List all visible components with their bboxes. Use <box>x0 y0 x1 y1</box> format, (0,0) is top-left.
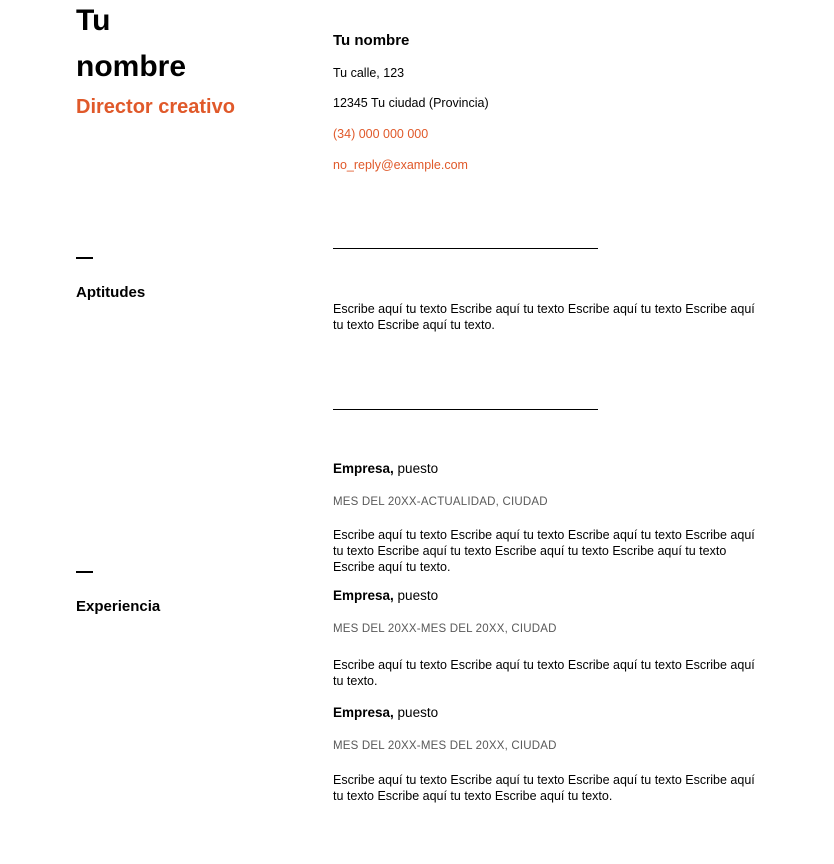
skills-rule <box>333 248 598 249</box>
job-header <box>333 461 438 476</box>
contact-street: Tu calle, 123 <box>333 66 405 80</box>
experience-dash-divider <box>76 571 93 573</box>
job-company: Empresa, <box>333 705 394 720</box>
job-position: puesto <box>393 461 439 476</box>
experience-heading: Experiencia <box>76 598 161 615</box>
experience-rule <box>333 409 598 410</box>
skills-text: Escribe aquí tu texto Escribe aquí tu texto Escribe aquí tu texto Escribe aquí tu texto Escribe aquí tu texto. <box>333 302 755 332</box>
job-dates-location: MES DEL 20XX-ACTUALIDAD, CIUDAD <box>333 496 548 508</box>
skills-heading: Aptitudes <box>76 284 146 301</box>
job-title: Director creativo <box>76 96 235 118</box>
job-header <box>333 705 438 720</box>
contact-city: 12345 Tu ciudad (Provincia) <box>333 96 489 110</box>
contact-phone[interactable]: (34) 000 000 000 <box>333 127 429 141</box>
job-company: Empresa, <box>333 461 394 476</box>
job-dates-location: MES DEL 20XX-MES DEL 20XX, CIUDAD <box>333 740 557 752</box>
job-header <box>333 588 438 603</box>
job-description: Escribe aquí tu texto Escribe aquí tu texto Escribe aquí tu texto Escribe aquí tu texto Escribe aquí tu texto Escribe aquí tu texto. <box>333 773 755 803</box>
name-second-line: nombre <box>76 50 187 83</box>
job-description: Escribe aquí tu texto Escribe aquí tu texto Escribe aquí tu texto Escribe aquí tu texto. <box>333 658 755 688</box>
name-first-line: Tu <box>76 4 111 37</box>
job-company: Empresa, <box>333 588 394 603</box>
skills-dash-divider <box>76 257 93 259</box>
contact-name: Tu nombre <box>333 32 410 49</box>
contact-email[interactable]: no_reply@example.com <box>333 158 468 172</box>
job-position: puesto <box>393 705 439 720</box>
job-dates-location: MES DEL 20XX-MES DEL 20XX, CIUDAD <box>333 623 557 635</box>
job-description: Escribe aquí tu texto Escribe aquí tu texto Escribe aquí tu texto Escribe aquí tu texto Escribe aquí tu texto Escribe aquí tu texto Escribe aquí tu texto Escribe aquí tu texto. <box>333 528 755 574</box>
job-position: puesto <box>393 588 439 603</box>
